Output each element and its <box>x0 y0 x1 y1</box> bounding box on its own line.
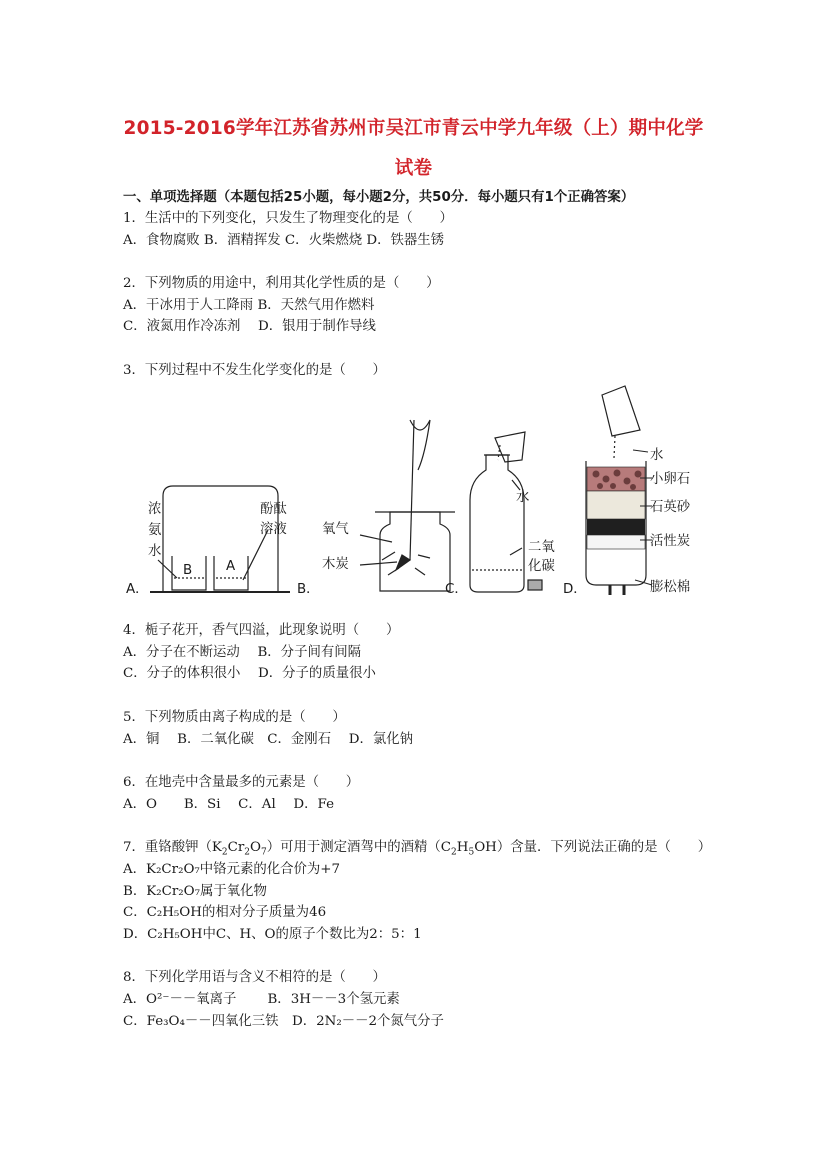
fig-c-water: 水 <box>516 490 530 505</box>
fig-d-carbon: 活性炭 <box>650 534 691 549</box>
fig-b-oxygen: 氧气 <box>322 522 349 537</box>
fig-c-co2-1: 二氧 <box>528 540 555 555</box>
q1-options: A．食物腐败 B．酒精挥发 C．火柴燃烧 D．铁器生锈 <box>123 233 445 248</box>
q7-option-b: B．K₂Cr₂O₇属于氧化物 <box>123 884 267 899</box>
q6-options: A．O B．Si C．Al D．Fe <box>123 797 334 812</box>
q2-stem: 2．下列物质的用途中，利用其化学性质的是（ ） <box>123 276 440 291</box>
q5-stem: 5．下列物质由离子构成的是（ ） <box>123 710 346 725</box>
q8-options-2: C．Fe₃O₄－－四氧化三铁 D．2N₂－－2个氮气分子 <box>123 1014 444 1029</box>
section-heading: 一、单项选择题（本题包括25小题，每小题2分，共50分．每小题只有1个正确答案） <box>123 190 635 205</box>
fig-a-letter: A． <box>126 582 149 597</box>
exam-title-line2: 试卷 <box>394 158 433 179</box>
fig-a-ammonia-2: 氨 <box>148 523 162 538</box>
fig-c-letter: C． <box>445 582 468 597</box>
q8-options-1: A．O²⁻－－氧离子 B．3H－－3个氢元素 <box>123 992 400 1007</box>
fig-d-sand: 石英砂 <box>650 500 691 515</box>
fig-b-charcoal: 木炭 <box>322 557 349 572</box>
fig-b-letter: B． <box>297 582 320 597</box>
fig-a-beaker-a: A <box>226 559 236 574</box>
fig-d-letter: D． <box>563 582 587 597</box>
fig-a-ammonia-3: 水 <box>148 544 162 559</box>
fig-d-cotton: 膨松棉 <box>650 580 691 595</box>
fig-a-phenol-2: 溶液 <box>260 522 287 537</box>
q5-options: A．铜 B．二氧化碳 C．金刚石 D．氯化钠 <box>123 732 414 747</box>
q3-figure <box>120 378 710 603</box>
q2-options-1: A．干冰用于人工降雨 B．天然气用作燃料 <box>123 298 375 313</box>
fig-a-ammonia-1: 浓 <box>148 502 162 517</box>
fig-c-co2-2: 化碳 <box>528 559 555 574</box>
q3-stem: 3．下列过程中不发生化学变化的是（ ） <box>123 363 386 378</box>
q4-options-1: A．分子在不断运动 B．分子间有间隔 <box>123 645 362 660</box>
fig-d-pebble: 小卵石 <box>650 472 691 487</box>
q7-stem: 7．重铬酸钾$(K_2Cr_2O_7)$可用于测定酒驾中的酒精$(C_2H_5OH)$含量．下列说法正确的是（ ） <box>123 840 712 858</box>
q2-options-2: C．液氮用作冷冻剂 D．银用于制作导线 <box>123 319 376 334</box>
fig-d-water: 水 <box>650 448 664 463</box>
q4-stem: 4．栀子花开，香气四溢，此现象说明（ ） <box>123 623 400 638</box>
exam-title-line1: 2015-2016学年江苏省苏州市吴江市青云中学九年级（上）期中化学 <box>123 118 704 139</box>
q7-option-d: D．C₂H₅OH中C、H、O的原子个数比为2：5：1 <box>123 927 422 942</box>
q4-options-2: C．分子的体积很小 D．分子的质量很小 <box>123 666 376 681</box>
q7-option-c: C．C₂H₅OH的相对分子质量为46 <box>123 905 327 920</box>
q8-stem: 8．下列化学用语与含义不相符的是（ ） <box>123 970 386 985</box>
q7-option-a: A．K₂Cr₂O₇中铬元素的化合价为+7 <box>123 862 341 877</box>
fig-a-beaker-b: B <box>183 563 193 578</box>
q1-stem: 1．生活中的下列变化，只发生了物理变化的是（ ） <box>123 211 453 226</box>
fig-a-phenol-1: 酚酞 <box>260 502 287 517</box>
q6-stem: 6．在地壳中含量最多的元素是（ ） <box>123 775 360 790</box>
